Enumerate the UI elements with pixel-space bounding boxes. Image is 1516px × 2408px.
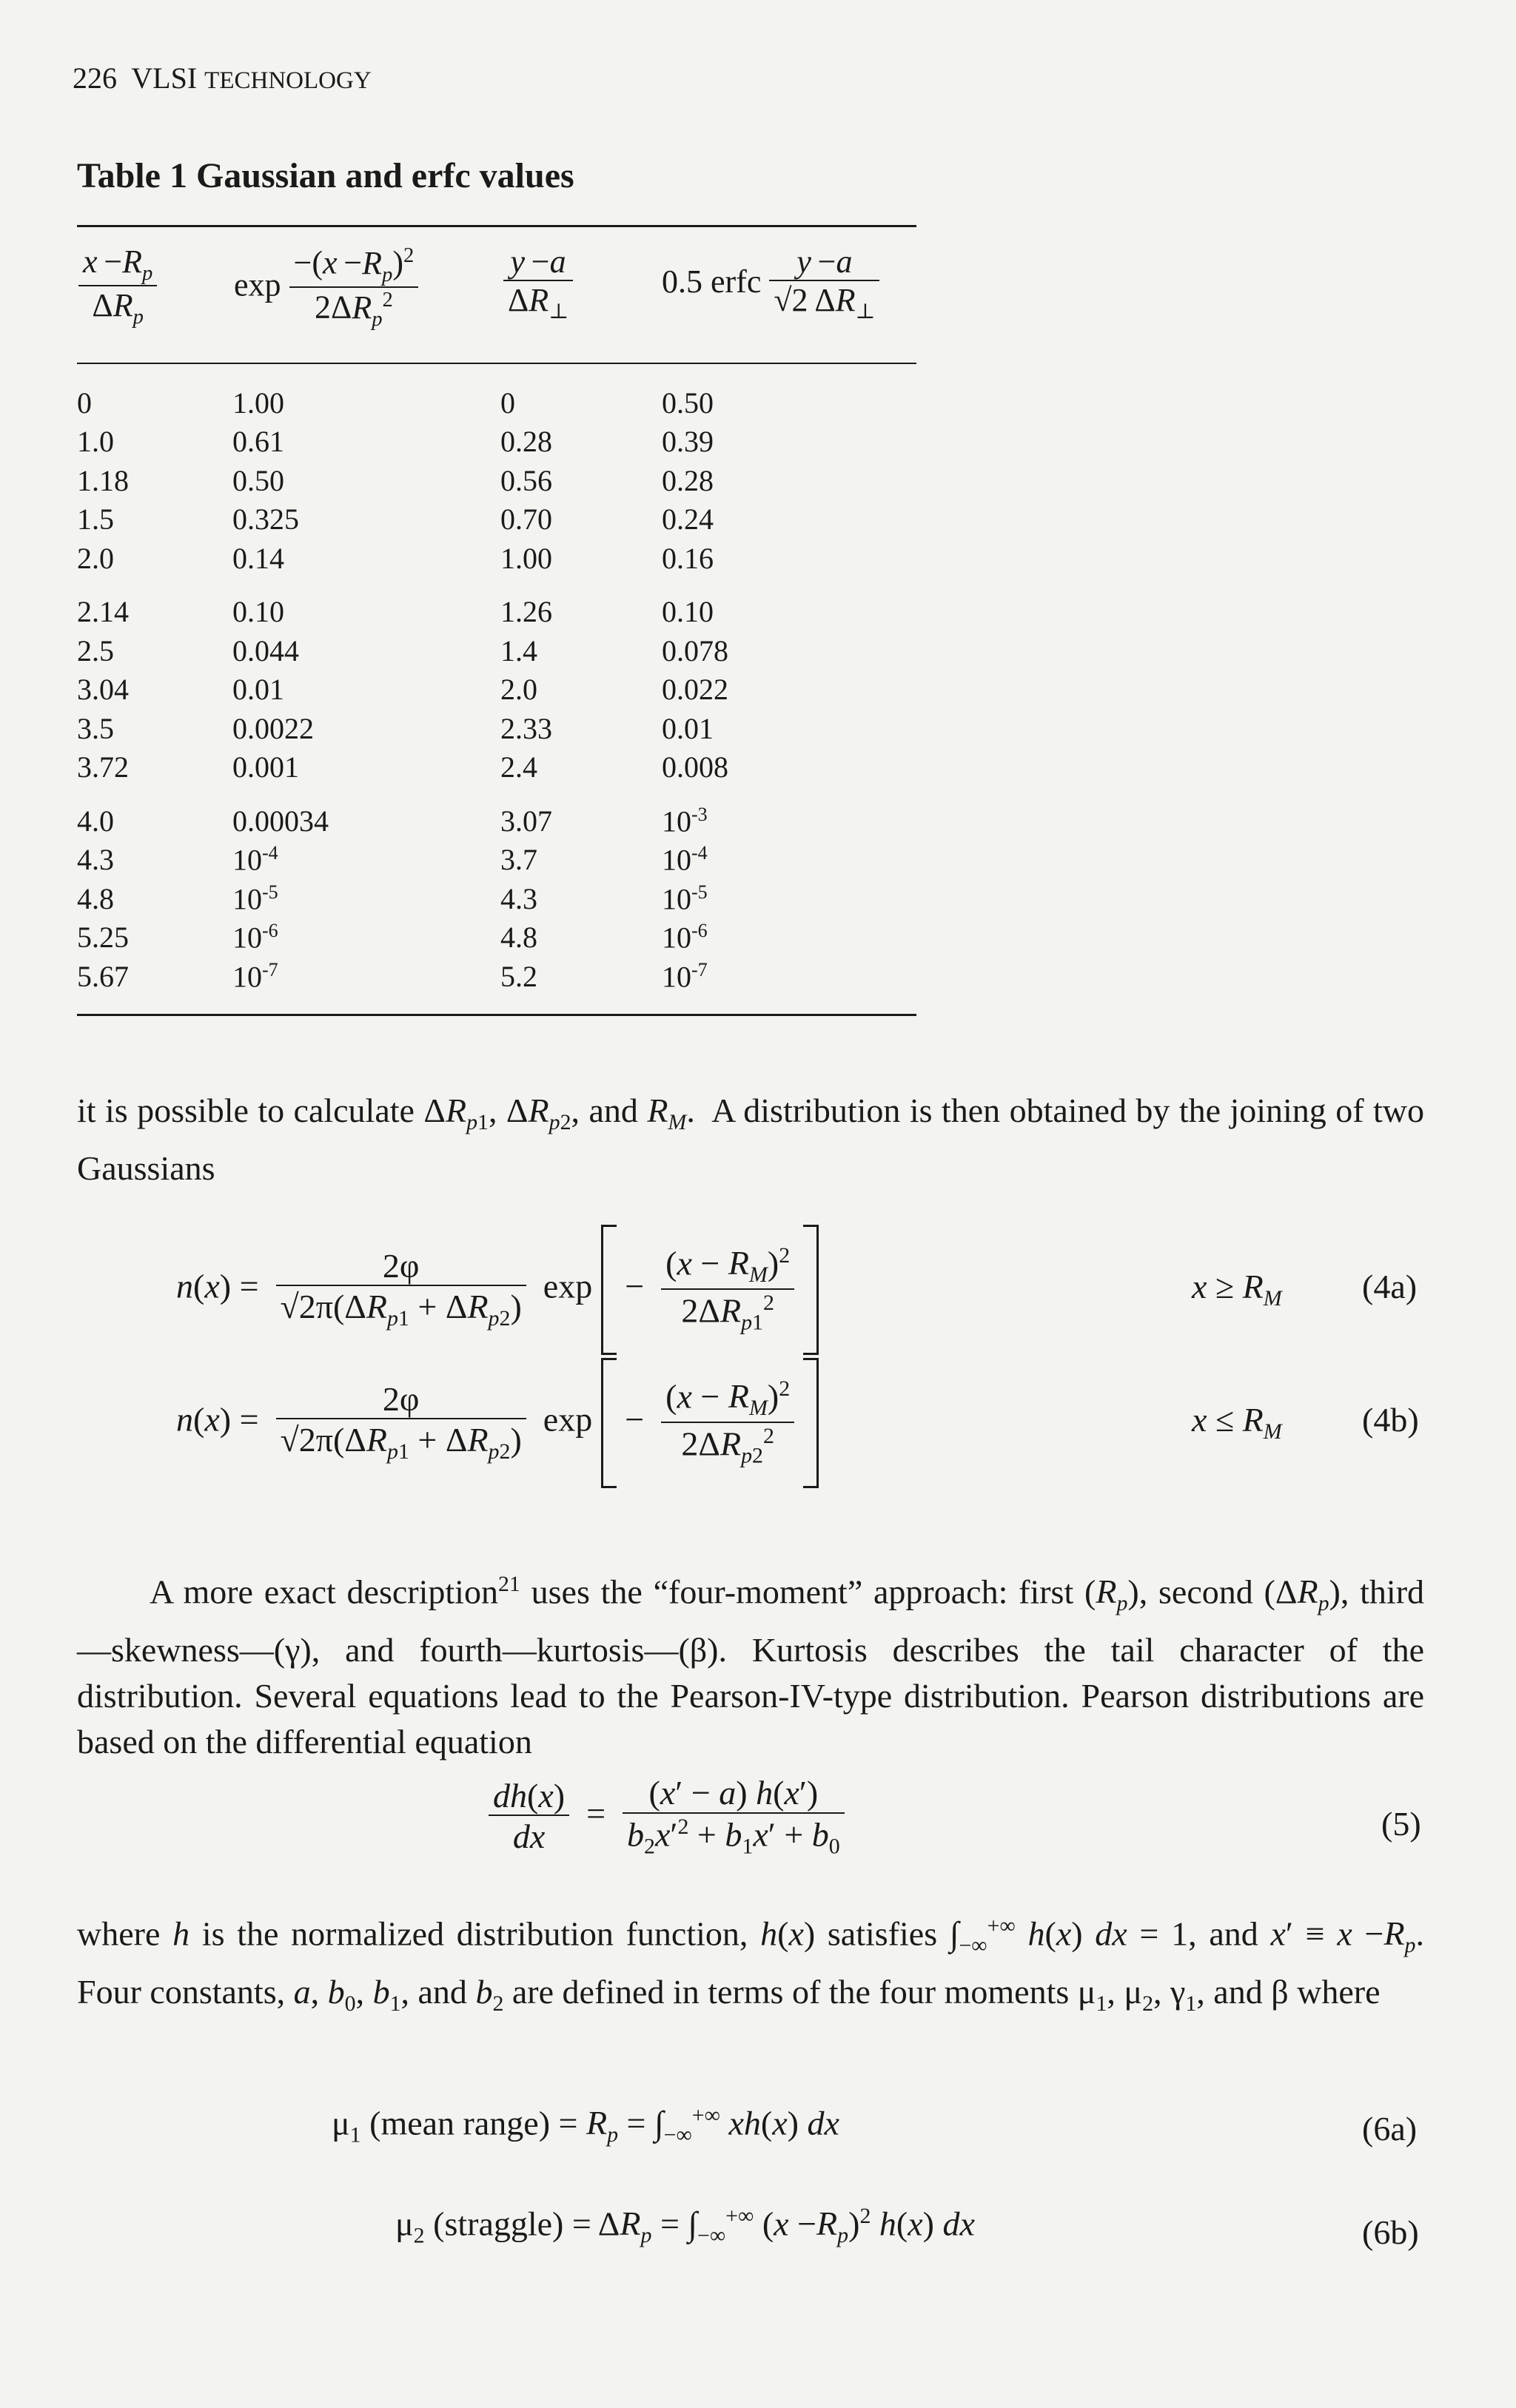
equation-5-number: (5)	[1381, 1805, 1421, 1843]
header-col1: exp $\frac{-(x -R_p)^2}{2\Delta R_p^2}$	[234, 244, 418, 332]
equation-6a: $\mu_1$ (mean range) = $R_p = \int_{-\infty}^{+\infty}$ xh(x) dx	[332, 2103, 839, 2148]
table-row: 5.25 $10^{-6}$ 4.8 $10^{-6}$	[77, 920, 708, 955]
table-row: 4.0 0.00034 3.07 $10^{-3}$	[77, 803, 708, 838]
running-head-title-sc: TECHNOLOGY	[204, 67, 372, 94]
table-top-rule	[77, 225, 916, 227]
equation-6b-number: (6b)	[1362, 2213, 1419, 2251]
table-row: 2.5 0.044 1.4 0.078	[77, 633, 728, 667]
header-exp: exp	[234, 266, 281, 303]
table-row: 5.67 $10^{-7}$ 5.2 $10^{-7}$	[77, 958, 708, 993]
header-col2: $\frac{y -a}{\Delta R_\perp}$	[503, 244, 573, 326]
equation-4b: n(x) = $\frac{2\varphi}{√2\pi(\Delta R_{p1} + \Delta R_{p2})}$ exp − $\frac{(x - R_M)^2}{2\Delta R_{p2}^2}$	[176, 1358, 819, 1488]
table-row: 3.72 0.001 2.4 0.008	[77, 750, 728, 784]
equation-4b-number: (4b)	[1362, 1401, 1419, 1439]
gaussian-erfc-table	[77, 383, 916, 996]
table-caption: Table 1 Gaussian and erfc values	[77, 156, 574, 195]
running-head-title: VLSI	[131, 61, 198, 95]
equation-5: $\frac{dh(x)}{dx}$ = $\frac{(x' - a) h(x')}{b_2x'^2 + b_1x' + b_0}$	[489, 1775, 845, 1860]
table-row: 3.04 0.01 2.0 0.022	[77, 673, 728, 707]
table-row: 1.0 0.61 0.28 0.39	[77, 425, 714, 459]
table-row: 2.0 0.14 1.00 0.16	[77, 541, 714, 575]
table-row: 3.5 0.0022 2.33 0.01	[77, 711, 714, 745]
page-number: 226	[73, 61, 117, 95]
table-row: 4.8 $10^{-5}$ 4.3 $10^{-5}$	[77, 881, 708, 915]
equation-4a-condition: $x \ge R_M$	[1192, 1268, 1282, 1311]
header-erfc: 0.5 erfc	[662, 263, 762, 300]
table-row: 0 1.00 0 0.50	[77, 386, 714, 420]
table-row: 1.18 0.50 0.56 0.28	[77, 463, 714, 497]
equation-4b-condition: $x \le R_M$	[1192, 1401, 1282, 1445]
paragraph-intro: it is possible to calculate $\Delta R_{p1}$, $\Delta R_{p2}$, and $R_M$. A distribution is then obtained by the joining of two Gaussians	[77, 1092, 1424, 1188]
header-col0: $\frac{x -R_p}{\Delta R_p}$	[78, 244, 157, 330]
table-row: 4.3 $10^{-4}$ 3.7 $10^{-4}$	[77, 842, 708, 877]
equation-4a-number: (4a)	[1362, 1268, 1418, 1305]
running-head	[73, 61, 372, 95]
paragraph-four-moment: A more exact description$^{21}$ uses the “four-moment” approach: first $(R_p)$, second $(\Delta R_p)$, third—skewness—(γ), and fourth—kurtosis—(β). Kurtosis describes the tail character of the distribution. Several equations lead to the Pearson-IV-type distribution. Pearson distributions are based on the differential equation	[77, 1572, 1425, 1760]
table-bottom-rule	[77, 1014, 916, 1016]
header-col3: 0.5 erfc $\frac{y -a}{√2 \Delta R_\perp}$	[662, 244, 879, 326]
equation-6a-number: (6a)	[1362, 2110, 1418, 2148]
paragraph-normalized: where h is the normalized distribution function, h(x) satisfies $\int_{-\infty}^{+\infty}$ h(x) dx = 1, and $x' \equiv x -R_p$. Four constants, a, $b_0$, $b_1$, and $b_2$ are defined in terms of the four moments $\mu_1$, $\mu_2$, $\gamma_1$, and β where	[77, 1914, 1424, 2016]
table-row: 1.5 0.325 0.70 0.24	[77, 502, 714, 537]
table-row: 2.14 0.10 1.26 0.10	[77, 595, 714, 629]
equation-6b: $\mu_2$ (straggle) = $\Delta R_p = \int_{-\infty}^{+\infty}$ $(x -R_p)^2$ h(x) dx	[395, 2204, 975, 2248]
table-header-rule	[77, 363, 916, 364]
equation-4a: n(x) = $\frac{2\varphi}{√2\pi(\Delta R_{p1} + \Delta R_{p2})}$ exp − $\frac{(x - R_M)^2}{2\Delta R_{p1}^2}$	[176, 1225, 819, 1355]
